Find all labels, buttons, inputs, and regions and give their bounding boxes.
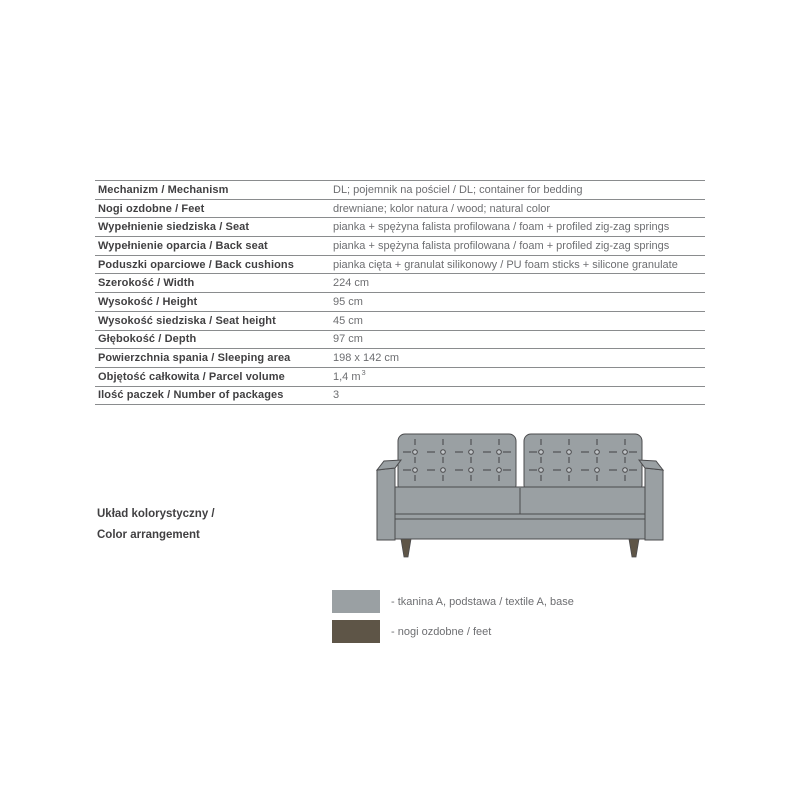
- spec-value: pianka + spężyna falista profilowana / foam + profiled zig-zag springs: [333, 221, 670, 234]
- sofa-arm-right: [645, 468, 663, 540]
- legend-label: - tkanina A, podstawa / textile A, base: [391, 595, 574, 608]
- spec-value: 45 cm: [333, 314, 363, 327]
- legend-item: [332, 590, 574, 613]
- spec-label: Wypełnienie oparcia / Back seat: [98, 239, 268, 252]
- spec-label: Poduszki oparciowe / Back cushions: [98, 258, 294, 271]
- table-row: [95, 312, 705, 331]
- spec-value: pianka + spężyna falista profilowana / foam + profiled zig-zag springs: [333, 239, 670, 252]
- spec-label: Wypełnienie siedziska / Seat: [98, 221, 250, 234]
- table-row: [95, 293, 705, 312]
- spec-value: 95 cm: [333, 295, 363, 308]
- spec-value-superscript: 3: [361, 368, 366, 378]
- legend-item: [332, 620, 574, 643]
- table-row: [95, 331, 705, 350]
- spec-label: Wysokość / Height: [98, 295, 198, 308]
- spec-value: 97 cm: [333, 333, 363, 346]
- spec-label: Głębokość / Depth: [98, 333, 197, 346]
- color-arrangement-heading-en: Color arrangement: [97, 529, 200, 541]
- spec-label: Objętość całkowita / Parcel volume: [98, 370, 285, 383]
- sofa-leg-left: [401, 539, 411, 557]
- color-arrangement-heading-pl: Układ kolorystyczny /: [97, 508, 215, 520]
- table-row: [95, 181, 705, 200]
- spec-label: Ilość paczek / Number of packages: [98, 389, 284, 402]
- table-row: [95, 218, 705, 237]
- spec-label: Mechanizm / Mechanism: [98, 183, 229, 196]
- spec-value: pianka cięta + granulat silikonowy / PU foam sticks + silicone granulate: [333, 258, 678, 271]
- table-row: [95, 387, 705, 406]
- spec-label: Nogi ozdobne / Feet: [98, 202, 205, 215]
- spec-label: Wysokość siedziska / Seat height: [98, 314, 276, 327]
- table-row: [95, 200, 705, 219]
- color-swatch-feet: [332, 620, 380, 643]
- color-legend: [332, 590, 574, 650]
- spec-value: 3: [333, 389, 340, 402]
- spec-value: drewniane; kolor natura / wood; natural color: [333, 202, 551, 215]
- table-row: [95, 256, 705, 275]
- sofa-illustration: [374, 430, 666, 558]
- color-swatch-textile: [332, 590, 380, 613]
- sofa-leg-right: [629, 539, 639, 557]
- sofa-back-cushion-left: [398, 434, 516, 492]
- spec-table: [95, 180, 705, 405]
- spec-value: 224 cm: [333, 277, 370, 290]
- sofa-arm-left: [377, 468, 395, 540]
- legend-label: - nogi ozdobne / feet: [391, 625, 492, 638]
- spec-value: DL; pojemnik na pościel / DL; container for bedding: [333, 183, 583, 196]
- sofa-back-cushion-right: [524, 434, 642, 492]
- spec-label: Szerokość / Width: [98, 277, 195, 290]
- table-row: [95, 368, 705, 387]
- table-row: [95, 237, 705, 256]
- color-arrangement-heading: [97, 504, 215, 546]
- table-row: [95, 274, 705, 293]
- table-row: [95, 349, 705, 368]
- spec-label: Powierzchnia spania / Sleeping area: [98, 352, 291, 365]
- spec-value: 198 x 142 cm: [333, 352, 400, 365]
- spec-value: 1,4 m: [333, 370, 361, 383]
